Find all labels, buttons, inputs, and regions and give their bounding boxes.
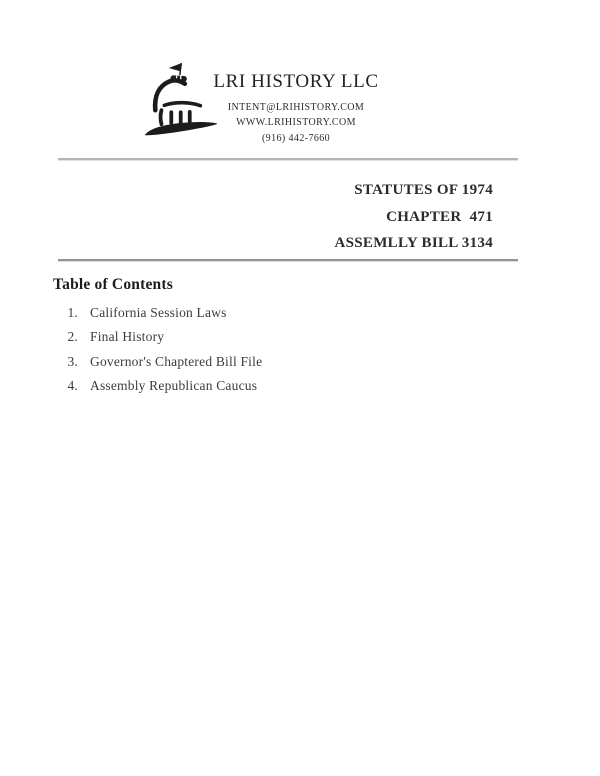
list-item-label: Assembly Republican Caucus bbox=[90, 377, 258, 393]
list-item-number: 2. bbox=[67, 329, 78, 345]
divider-bottom bbox=[58, 259, 518, 261]
list-item-label: Governor's Chaptered Bill File bbox=[90, 353, 263, 369]
list-item bbox=[66, 374, 486, 398]
list-item bbox=[66, 301, 486, 325]
phone-text: (916) 442-7660 bbox=[261, 132, 331, 144]
list-item-number: 1. bbox=[67, 305, 78, 320]
website-text: WWW.LRIHISTORY.COM bbox=[236, 117, 356, 129]
toc-heading: Table of Contents bbox=[53, 276, 173, 293]
table-of-contents bbox=[66, 301, 486, 398]
bill-reference-block bbox=[334, 177, 493, 257]
email-text: INTENT@LRIHISTORY.COM bbox=[227, 102, 365, 113]
chapter-line: CHAPTER 471 bbox=[386, 208, 493, 225]
list-item-label: Final History bbox=[90, 329, 165, 345]
list-item bbox=[66, 350, 486, 374]
list-item-label: California Session Laws bbox=[90, 305, 227, 320]
company-name: LRI HISTORY LLC bbox=[213, 71, 379, 92]
letterhead bbox=[176, 71, 416, 146]
list-item-number: 3. bbox=[67, 353, 78, 369]
list-item-number: 4. bbox=[67, 377, 78, 393]
assembly-bill-line: ASSEMLLY BILL 3134 bbox=[334, 235, 493, 251]
statutes-line: STATUTES OF 1974 bbox=[354, 182, 493, 198]
divider-top bbox=[58, 158, 518, 160]
list-item bbox=[66, 325, 486, 349]
